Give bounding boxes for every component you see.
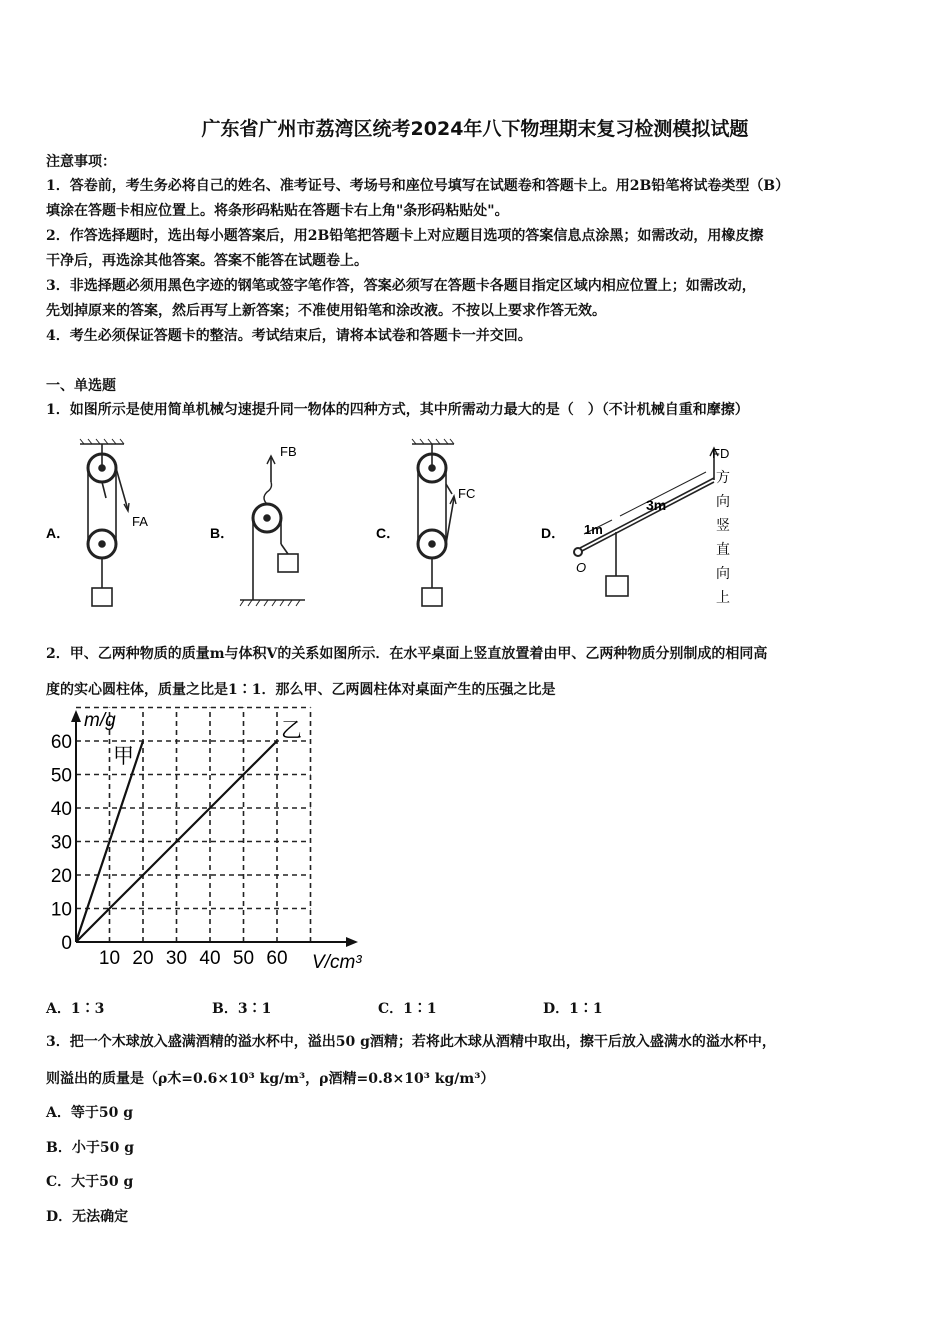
notes-line: 先划掉原来的答案，然后再写上新答案；不准使用铅笔和涂改液。不按以上要求作答无效。	[46, 303, 606, 319]
page-title: 广东省广州市荔湾区统考2024年八下物理期末复习检测模拟试题	[201, 118, 749, 140]
notes-header: 注意事项：	[46, 154, 116, 170]
notes-line: 2．作答选择题时，选出每小题答案后，用2B铅笔把答题卡上对应题目选项的答案信息点涂黑；如需改动，用橡皮擦	[46, 228, 764, 244]
x-axis-arrow	[346, 937, 358, 947]
q2-option-a[interactable]: A．1∶3	[46, 1001, 105, 1017]
label-d-3m: 3m	[646, 497, 667, 513]
notes-line: 填涂在答题卡相应位置上。将条形码粘贴在答题卡右上角"条形码粘贴处"。	[46, 203, 509, 219]
q2-option-b[interactable]: B．3∶1	[212, 1001, 272, 1017]
y-tick-label: 30	[50, 832, 72, 854]
q1-option-b-label: B．	[210, 525, 235, 541]
notes-line: 1．答卷前，考生务必将自己的姓名、准考证号、考场号和座位号填写在试题卷和答题卡上。用2B铅笔将试卷类型（B）	[46, 178, 790, 194]
q1-option-d-label: D．	[541, 525, 566, 541]
label-d-dir: 上	[716, 589, 730, 605]
pulley-system-b	[240, 456, 305, 606]
x-tick-label: 20	[132, 948, 154, 969]
q1-stem: 1．如图所示是使用简单机械匀速提升同一物体的四种方式，其中所需动力最大的是（ ）（不计机械自重和摩擦）	[46, 402, 749, 418]
q3-stem-line2: 则溢出的质量是（ρ木=0.6×10³ kg/m³，ρ酒精=0.8×10³ kg/m³）	[46, 1071, 495, 1087]
q2-option-c[interactable]: C．1∶1	[378, 1001, 437, 1017]
label-fd: FD	[712, 446, 730, 461]
notes-line: 干净后，再选涂其他答案。答案不能答在试题卷上。	[46, 253, 368, 269]
x-axis-label: V/cm³	[312, 952, 362, 973]
y-tick-label: 40	[50, 799, 72, 820]
y-tick-label: 10	[50, 899, 72, 921]
q1-option-a-label: A．	[46, 525, 71, 541]
y-tick-label: 0	[61, 933, 72, 954]
x-tick-label: 50	[232, 948, 255, 969]
section-heading: 一、单选题	[46, 378, 116, 394]
x-tick-label: 10	[98, 948, 121, 969]
pulley-system-c	[412, 439, 456, 606]
series-label-jia: 甲	[113, 745, 134, 768]
y-axis-label: m/g	[84, 710, 116, 731]
notes-line: 3．非选择题必须用黑色字迹的钢笔或签字笔作答，答案必须写在答题卡各题目指定区域内相应位置上；如需改动，	[46, 278, 756, 294]
label-fb: FB	[280, 444, 297, 459]
label-d-o: O	[576, 560, 587, 575]
y-axis-arrow	[71, 710, 81, 722]
q2-stem-line1: 2．甲、乙两种物质的质量m与体积V的关系如图所示．在水平桌面上竖直放置着由甲、乙两种物质分别制成的相同高	[46, 646, 768, 662]
x-tick-label: 40	[199, 948, 221, 969]
label-d-1m: 1m	[584, 522, 603, 537]
label-d-dir: 直	[716, 541, 730, 557]
q2-stem-line2: 度的实心圆柱体，质量之比是1∶1．那么甲、乙两圆柱体对桌面产生的压强之比是	[46, 682, 556, 698]
pulley-system-a	[80, 439, 129, 606]
q3-option-c[interactable]: C．大于50 g	[46, 1174, 134, 1190]
x-tick-label: 30	[165, 948, 188, 969]
q1-figure	[40, 436, 760, 614]
label-d-dir: 方	[716, 469, 730, 485]
y-tick-label: 50	[50, 765, 72, 787]
y-tick-label: 60	[50, 732, 72, 753]
label-d-dir: 向	[716, 565, 730, 581]
label-d-dir: 向	[716, 493, 730, 509]
q3-stem-line1: 3．把一个木球放入盛满酒精的溢水杯中，溢出50 g酒精；若将此木球从酒精中取出，擦干后放入盛满水的溢水杯中，	[46, 1034, 776, 1050]
q3-option-a[interactable]: A．等于50 g	[46, 1105, 134, 1121]
mass-volume-chart	[40, 706, 390, 976]
q2-option-d[interactable]: D．1∶1	[543, 1001, 603, 1017]
y-tick-label: 20	[50, 866, 72, 887]
q3-option-b[interactable]: B．小于50 g	[46, 1140, 134, 1156]
label-fa: FA	[132, 514, 148, 529]
notes-line: 4．考生必须保证答题卡的整洁。考试结束后，请将本试卷和答题卡一并交回。	[46, 328, 532, 344]
x-tick-label: 60	[266, 948, 288, 969]
series-label-yi: 乙	[281, 719, 302, 742]
q1-option-c-label: C．	[376, 525, 401, 541]
label-fc: FC	[458, 486, 476, 501]
label-d-dir: 竖	[716, 517, 730, 533]
q3-option-d[interactable]: D．无法确定	[46, 1209, 129, 1225]
